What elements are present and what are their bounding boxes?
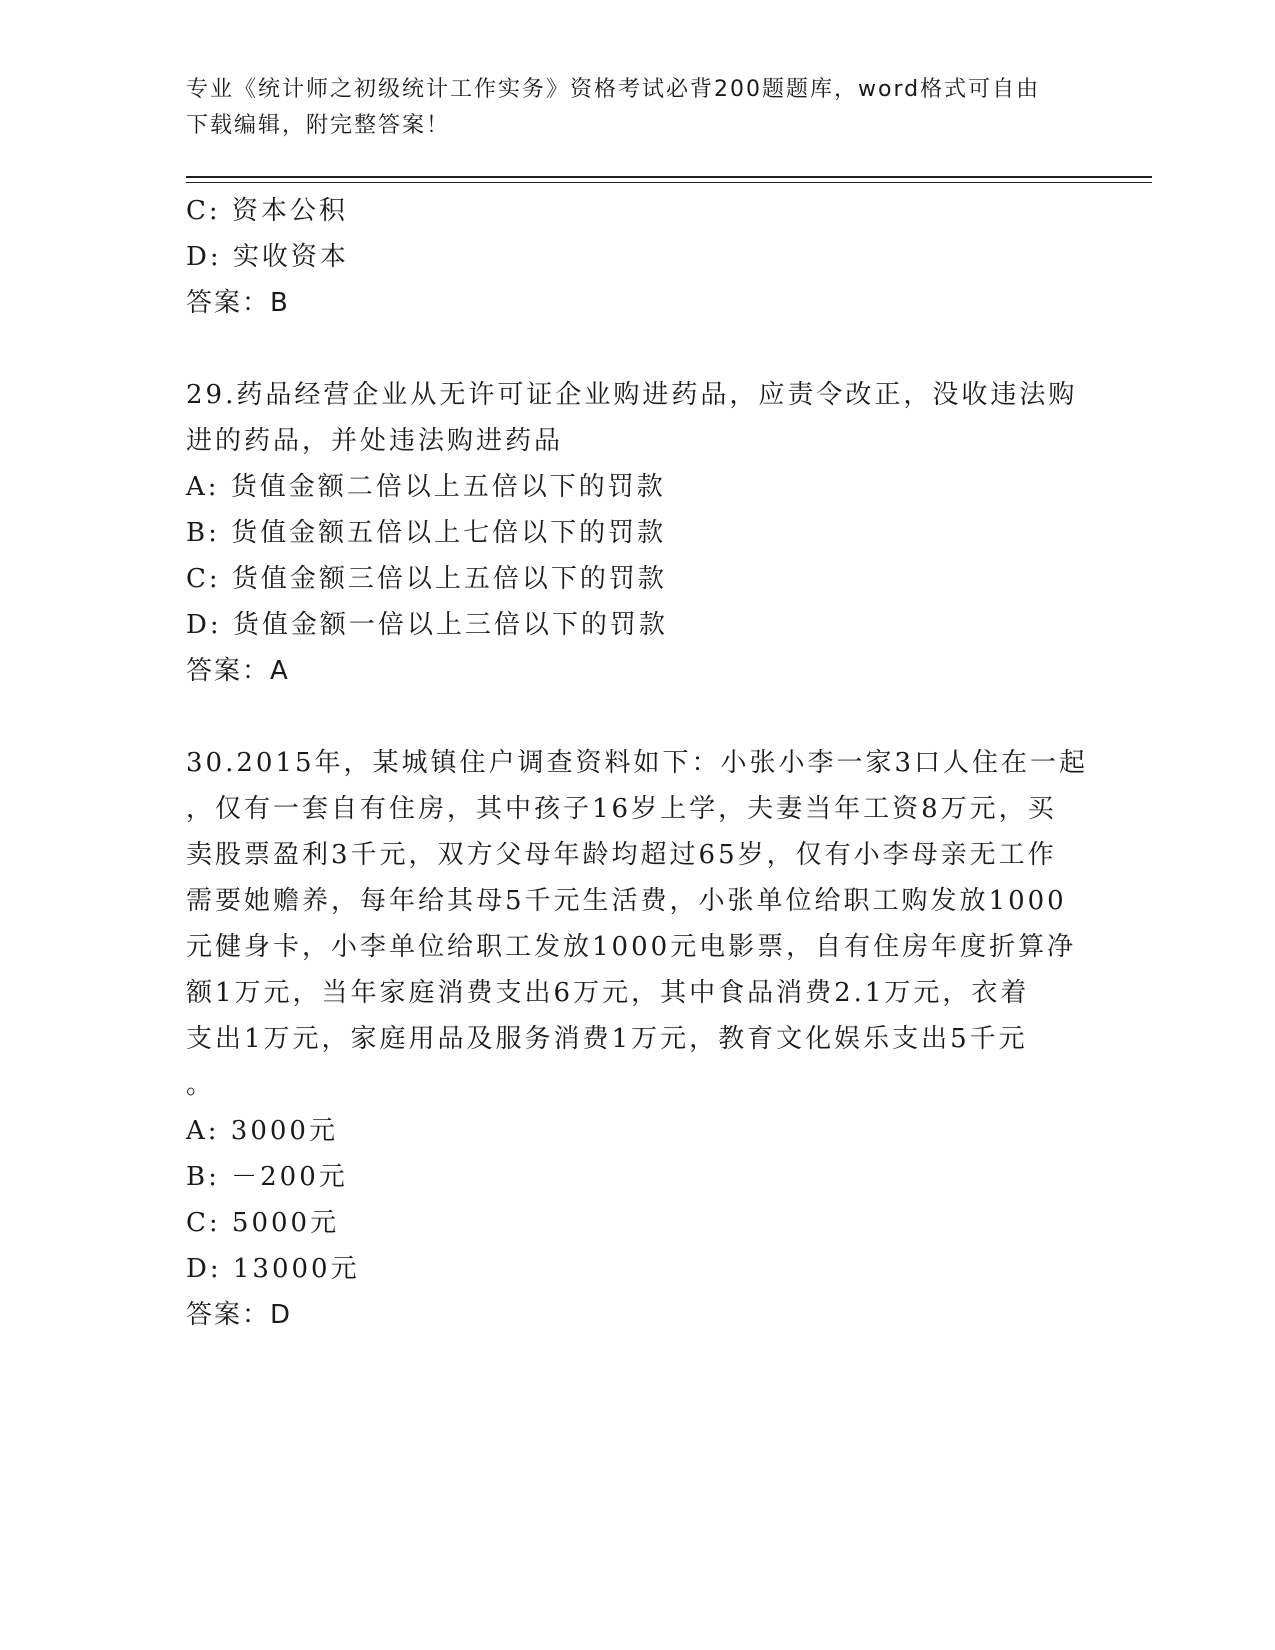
question-content xyxy=(186,188,1089,1338)
q30-option-a: A: 3000元 xyxy=(186,1116,338,1146)
q30-stem-line: 支出1万元，家庭用品及服务消费1万元，教育文化娱乐支出5千元 xyxy=(186,1024,1028,1054)
header-rule-thick xyxy=(186,176,1152,178)
q29-stem-line-2: 进的药品，并处违法购进药品 xyxy=(186,426,564,456)
q30-option-c: C: 5000元 xyxy=(186,1208,340,1238)
header-line-1: 专业《统计师之初级统计工作实务》资格考试必背200题题库，word格式可自由 xyxy=(186,77,1041,102)
q30-stem-line: 元健身卡，小李单位给职工发放1000元电影票，自有住房年度折算净 xyxy=(186,932,1077,962)
header-rule-thin xyxy=(186,182,1152,183)
q29-option-b: B: 货值金额五倍以上七倍以下的罚款 xyxy=(186,518,667,548)
header-line-2: 下载编辑，附完整答案！ xyxy=(186,113,451,138)
spacer xyxy=(186,326,1086,372)
q29-stem-line-1: 29.药品经营企业从无许可证企业购进药品，应责令改正，没收违法购 xyxy=(186,380,1078,410)
q30-answer: 答案：D xyxy=(186,1300,293,1330)
q30-stem xyxy=(186,740,1089,1108)
spacer xyxy=(186,694,1086,740)
q30-stem-line: 额1万元，当年家庭消费支出6万元，其中食品消费2.1万元，衣着 xyxy=(186,978,1030,1008)
q30-stem-line: ，仅有一套自有住房，其中孩子16岁上学，夫妻当年工资8万元，买 xyxy=(186,794,1057,824)
q29-option-d: D: 货值金额一倍以上三倍以下的罚款 xyxy=(186,610,668,640)
document-header xyxy=(186,72,1076,144)
q30-stem-line: 需要她赡养，每年给其母5千元生活费，小张单位给职工购发放1000 xyxy=(186,886,1067,916)
q30-stem-line: 30.2015年，某城镇住户调查资料如下：小张小李一家3口人住在一起 xyxy=(186,748,1089,778)
q29-option-c: C: 货值金额三倍以上五倍以下的罚款 xyxy=(186,564,667,594)
q30-option-d: D: 13000元 xyxy=(186,1254,360,1284)
q28-option-d: D: 实收资本 xyxy=(186,242,349,272)
q28-answer: 答案：B xyxy=(186,288,290,318)
q29-option-a: A: 货值金额二倍以上五倍以下的罚款 xyxy=(186,472,666,502)
q29-answer: 答案：A xyxy=(186,656,290,686)
q28-option-c: C: 资本公积 xyxy=(186,196,348,226)
q30-stem-line: 。 xyxy=(186,1070,216,1100)
q30-option-b: B: －200元 xyxy=(186,1162,348,1192)
q30-stem-line: 卖股票盈利3千元，双方父母年龄均超过65岁，仅有小李母亲无工作 xyxy=(186,840,1057,870)
